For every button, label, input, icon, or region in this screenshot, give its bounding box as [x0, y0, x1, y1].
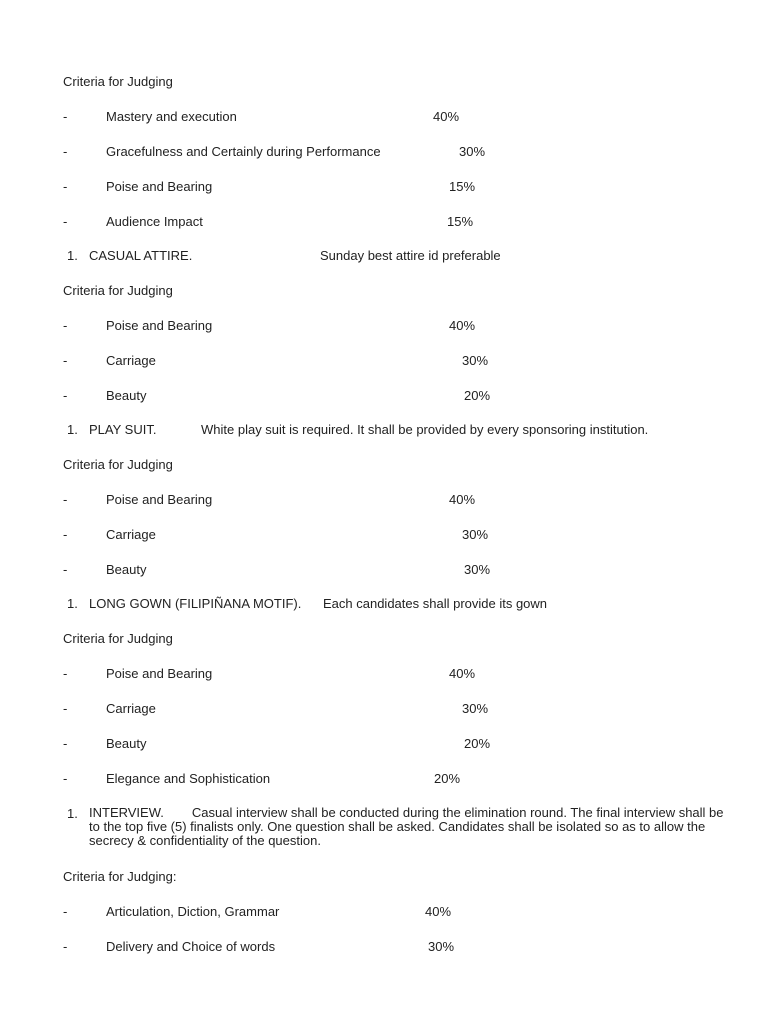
criteria-name: Delivery and Choice of words — [106, 939, 276, 954]
criteria-percent: 20% — [464, 388, 491, 403]
criteria-name: Mastery and execution — [106, 109, 237, 124]
criteria-percent: 30% — [459, 144, 486, 159]
criteria-name: Poise and Bearing — [106, 666, 213, 681]
criteria-bullet: - — [63, 492, 68, 507]
criteria-name: Carriage — [106, 527, 156, 542]
section-title: PLAY SUIT. — [89, 422, 157, 437]
criteria-label: Criteria for Judging — [63, 631, 173, 646]
section-description: Each candidates shall provide its gown — [323, 596, 548, 611]
criteria-name: Poise and Bearing — [106, 492, 213, 507]
criteria-percent: 15% — [449, 179, 476, 194]
section-number: 1. — [67, 806, 78, 821]
section-title: LONG GOWN (FILIPIÑANA MOTIF). — [89, 596, 302, 611]
criteria-percent: 15% — [447, 214, 474, 229]
criteria-bullet: - — [63, 144, 68, 159]
section-description: Sunday best attire id preferable — [320, 248, 501, 263]
section-number: 1. — [67, 422, 78, 437]
criteria-bullet: - — [63, 562, 68, 577]
criteria-bullet: - — [63, 736, 68, 751]
section-title: INTERVIEW. — [89, 805, 164, 820]
criteria-name: Beauty — [106, 562, 147, 577]
criteria-label: Criteria for Judging — [63, 74, 173, 89]
criteria-name: Carriage — [106, 353, 156, 368]
criteria-bullet: - — [63, 214, 68, 229]
criteria-bullet: - — [63, 179, 68, 194]
criteria-percent: 20% — [464, 736, 491, 751]
criteria-name: Carriage — [106, 701, 156, 716]
criteria-label: Criteria for Judging: — [63, 869, 177, 884]
criteria-label: Criteria for Judging — [63, 283, 173, 298]
criteria-name: Beauty — [106, 388, 147, 403]
section-paragraph — [89, 806, 729, 848]
criteria-percent: 30% — [462, 701, 489, 716]
criteria-name: Elegance and Sophistication — [106, 771, 271, 786]
criteria-percent: 40% — [449, 318, 476, 333]
section-number: 1. — [67, 248, 78, 263]
criteria-percent: 30% — [464, 562, 491, 577]
criteria-bullet: - — [63, 666, 68, 681]
criteria-bullet: - — [63, 109, 68, 124]
criteria-percent: 30% — [428, 939, 455, 954]
criteria-name: Beauty — [106, 736, 147, 751]
criteria-percent: 40% — [425, 904, 452, 919]
criteria-bullet: - — [63, 388, 68, 403]
criteria-name: Gracefulness and Certainly during Performance — [106, 144, 381, 159]
criteria-bullet: - — [63, 527, 68, 542]
criteria-percent: 40% — [449, 492, 476, 507]
section-description: Casual interview shall be conducted during the elimination round. The final interview shall be to the top five (5) finalists only. One question shall be asked. Candidates shall be isolated so as to allow the secrecy & confidentiality of the question. — [89, 805, 724, 848]
criteria-name: Articulation, Diction, Grammar — [106, 904, 280, 919]
criteria-name: Audience Impact — [106, 214, 203, 229]
criteria-bullet: - — [63, 771, 68, 786]
criteria-percent: 20% — [434, 771, 461, 786]
section-number: 1. — [67, 596, 78, 611]
criteria-label: Criteria for Judging — [63, 457, 173, 472]
section-title: CASUAL ATTIRE. — [89, 248, 193, 263]
criteria-percent: 30% — [462, 353, 489, 368]
criteria-percent: 30% — [462, 527, 489, 542]
criteria-bullet: - — [63, 701, 68, 716]
criteria-name: Poise and Bearing — [106, 318, 213, 333]
criteria-bullet: - — [63, 904, 68, 919]
criteria-name: Poise and Bearing — [106, 179, 213, 194]
criteria-percent: 40% — [449, 666, 476, 681]
criteria-bullet: - — [63, 318, 68, 333]
section-description: White play suit is required. It shall be provided by every sponsoring institution. — [201, 422, 649, 437]
criteria-percent: 40% — [433, 109, 460, 124]
criteria-bullet: - — [63, 353, 68, 368]
criteria-bullet: - — [63, 939, 68, 954]
